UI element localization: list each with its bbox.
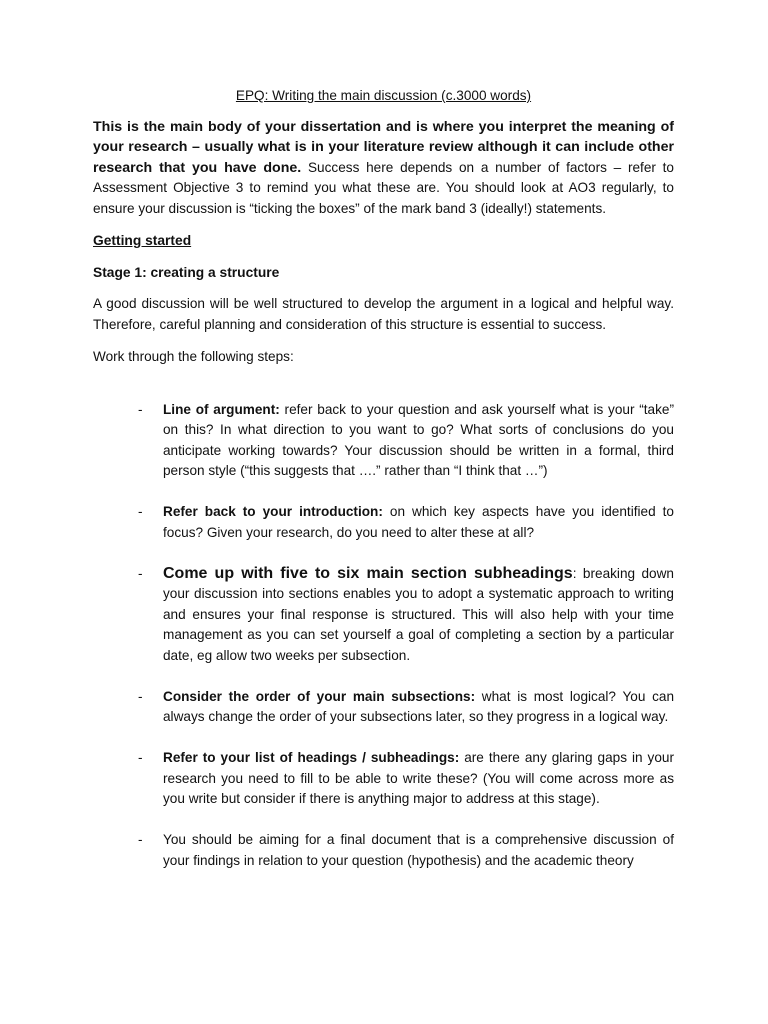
list-item — [93, 748, 674, 810]
step-text: on which key aspects have you identified to focus? Given your research, do you need to alter these at all? — [163, 504, 674, 540]
list-item — [93, 687, 674, 728]
document-title: EPQ: Writing the main discussion (c.3000 words) — [235, 88, 532, 103]
section-heading-getting-started: Getting started — [93, 233, 192, 248]
steps-list — [93, 400, 674, 872]
intro-bold-text: This is the main body of your dissertation and is where you interpret the meaning of your research – usually what is in your literature review although it can include other research that you have done. — [93, 118, 674, 176]
step-text: refer back to your question and ask yourself what is your “take” on this? In what direction to you want to go? What sorts of conclusions do you anticipate working towards? Your discussion should be written in a formal, third person style (“this suggests that ….” rather than “I think that …”) — [163, 401, 674, 478]
bullet-dash: - — [138, 504, 143, 519]
step-label: Come up with five to six main section subheadings — [163, 564, 573, 582]
bullet-dash: - — [138, 688, 143, 704]
list-item — [93, 830, 674, 871]
document-content — [93, 86, 674, 892]
step-text: are there any glaring gaps in your research you need to fill to be able to write these? (You will come across more as you write but consider if there is anything major to address at this stage). — [163, 750, 674, 806]
bullet-dash: - — [138, 750, 143, 765]
step-text: You should be aiming for a final document that is a comprehensive discussion of your findings in relation to your question (hypothesis) and the academic theory — [163, 832, 674, 868]
step-label: Refer back to your introduction: — [163, 504, 383, 519]
intro-normal-text: Success here depends on a number of factors – refer to Assessment Objective 3 to remind you what these are. You should look at AO3 regularly, to ensure your discussion is “ticking the boxes” of the mark band 3 (ideally!) statements. — [93, 159, 674, 216]
list-item — [93, 400, 674, 482]
stage-heading: Stage 1: creating a structure — [93, 264, 280, 280]
bullet-dash: - — [138, 832, 143, 847]
steps-intro: Work through the following steps: — [93, 349, 294, 364]
step-label: Consider the order of your main subsections: — [163, 688, 476, 704]
step-label: Line of argument: — [163, 401, 280, 417]
step-text: what is most logical? You can always change the order of your subsections later, so they progress in a logical way. — [163, 688, 674, 724]
bullet-dash: - — [138, 401, 143, 417]
structure-paragraph: A good discussion will be well structured to develop the argument in a logical and helpful way. Therefore, careful planning and consideration of this structure is essential to success. — [93, 296, 674, 332]
list-item — [93, 564, 674, 667]
intro-paragraph — [93, 117, 674, 220]
step-label: Refer to your list of headings / subheadings: — [163, 750, 460, 765]
step-text: : breaking down your discussion into sections enables you to adopt a systematic approach to writing and ensures your final response is structured. This will also help with your time management as you can set yourself a goal of completing a section by a particular date, eg allow two weeks per subsection. — [163, 565, 674, 663]
list-item — [93, 502, 674, 543]
bullet-dash: - — [138, 565, 143, 581]
